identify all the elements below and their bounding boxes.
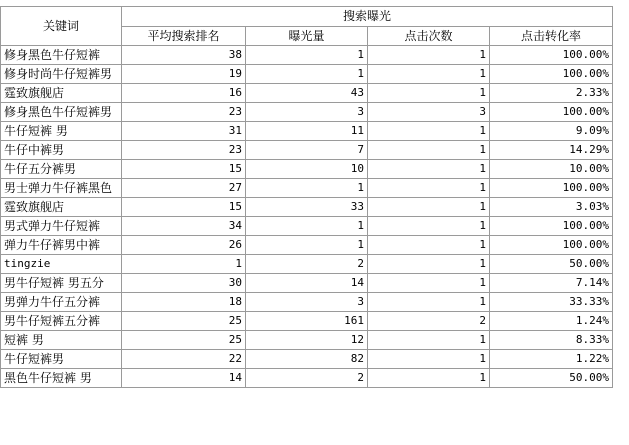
ctr-cell[interactable]: 50.00% <box>490 369 613 388</box>
exposure-cell[interactable]: 43 <box>246 84 368 103</box>
table-row <box>1 236 613 255</box>
keyword-cell[interactable]: 男牛仔短裤 男五分 <box>1 274 122 293</box>
exposure-cell[interactable]: 1 <box>246 236 368 255</box>
table-row <box>1 312 613 331</box>
keyword-cell[interactable]: 男弹力牛仔五分裤 <box>1 293 122 312</box>
clicks-cell[interactable]: 1 <box>368 84 490 103</box>
avg-rank-cell[interactable]: 30 <box>122 274 246 293</box>
table-row <box>1 369 613 388</box>
avg-rank-cell[interactable]: 15 <box>122 160 246 179</box>
clicks-cell[interactable]: 1 <box>368 46 490 65</box>
keyword-cell[interactable]: 霆致旗舰店 <box>1 198 122 217</box>
avg-rank-cell[interactable]: 27 <box>122 179 246 198</box>
search-exposure-table <box>0 6 613 388</box>
exposure-cell[interactable]: 1 <box>246 179 368 198</box>
ctr-cell[interactable]: 3.03% <box>490 198 613 217</box>
table-row <box>1 103 613 122</box>
header-ctr[interactable]: 点击转化率 <box>490 26 613 46</box>
ctr-cell[interactable]: 1.22% <box>490 350 613 369</box>
ctr-cell[interactable]: 50.00% <box>490 255 613 274</box>
avg-rank-cell[interactable]: 25 <box>122 331 246 350</box>
header-search-exposure[interactable]: 搜索曝光 <box>122 7 613 27</box>
clicks-cell[interactable]: 1 <box>368 236 490 255</box>
table-row <box>1 217 613 236</box>
clicks-cell[interactable]: 1 <box>368 369 490 388</box>
header-avg-rank[interactable]: 平均搜索排名 <box>122 26 246 46</box>
clicks-cell[interactable]: 1 <box>368 350 490 369</box>
ctr-cell[interactable]: 100.00% <box>490 179 613 198</box>
exposure-cell[interactable]: 2 <box>246 369 368 388</box>
header-clicks[interactable]: 点击次数 <box>368 26 490 46</box>
ctr-cell[interactable]: 100.00% <box>490 46 613 65</box>
clicks-cell[interactable]: 3 <box>368 103 490 122</box>
ctr-cell[interactable]: 33.33% <box>490 293 613 312</box>
avg-rank-cell[interactable]: 23 <box>122 103 246 122</box>
clicks-cell[interactable]: 2 <box>368 312 490 331</box>
table-row <box>1 293 613 312</box>
exposure-cell[interactable]: 7 <box>246 141 368 160</box>
clicks-cell[interactable]: 1 <box>368 255 490 274</box>
ctr-cell[interactable]: 100.00% <box>490 103 613 122</box>
avg-rank-cell[interactable]: 19 <box>122 65 246 84</box>
avg-rank-cell[interactable]: 38 <box>122 46 246 65</box>
table-row <box>1 46 613 65</box>
clicks-cell[interactable]: 1 <box>368 122 490 141</box>
avg-rank-cell[interactable]: 26 <box>122 236 246 255</box>
keyword-cell[interactable]: 牛仔五分裤男 <box>1 160 122 179</box>
keyword-cell[interactable]: 霆致旗舰店 <box>1 84 122 103</box>
exposure-cell[interactable]: 1 <box>246 217 368 236</box>
exposure-cell[interactable]: 1 <box>246 46 368 65</box>
avg-rank-cell[interactable]: 16 <box>122 84 246 103</box>
exposure-cell[interactable]: 2 <box>246 255 368 274</box>
keyword-cell[interactable]: 修身时尚牛仔短裤男 <box>1 65 122 84</box>
ctr-cell[interactable]: 14.29% <box>490 141 613 160</box>
exposure-cell[interactable]: 3 <box>246 293 368 312</box>
avg-rank-cell[interactable]: 25 <box>122 312 246 331</box>
table-row <box>1 350 613 369</box>
exposure-cell[interactable]: 12 <box>246 331 368 350</box>
clicks-cell[interactable]: 1 <box>368 198 490 217</box>
exposure-cell[interactable]: 82 <box>246 350 368 369</box>
keyword-cell[interactable]: 牛仔中裤男 <box>1 141 122 160</box>
table-row <box>1 84 613 103</box>
ctr-cell[interactable]: 100.00% <box>490 65 613 84</box>
keyword-cell[interactable]: tingzie <box>1 255 122 274</box>
exposure-cell[interactable]: 14 <box>246 274 368 293</box>
clicks-cell[interactable]: 1 <box>368 217 490 236</box>
header-exposure[interactable]: 曝光量 <box>246 26 368 46</box>
ctr-cell[interactable]: 100.00% <box>490 217 613 236</box>
keyword-cell[interactable]: 短裤 男 <box>1 331 122 350</box>
ctr-cell[interactable]: 100.00% <box>490 236 613 255</box>
avg-rank-cell[interactable]: 22 <box>122 350 246 369</box>
clicks-cell[interactable]: 1 <box>368 331 490 350</box>
header-row-top <box>1 7 613 27</box>
keyword-cell[interactable]: 修身黑色牛仔短裤男 <box>1 103 122 122</box>
avg-rank-cell[interactable]: 15 <box>122 198 246 217</box>
exposure-cell[interactable]: 33 <box>246 198 368 217</box>
table-row <box>1 331 613 350</box>
table-row <box>1 65 613 84</box>
keyword-cell[interactable]: 牛仔短裤 男 <box>1 122 122 141</box>
clicks-cell[interactable]: 1 <box>368 65 490 84</box>
keyword-cell[interactable]: 牛仔短裤男 <box>1 350 122 369</box>
avg-rank-cell[interactable]: 23 <box>122 141 246 160</box>
keyword-cell[interactable]: 男牛仔短裤五分裤 <box>1 312 122 331</box>
ctr-cell[interactable]: 8.33% <box>490 331 613 350</box>
keyword-cell[interactable]: 弹力牛仔裤男中裤 <box>1 236 122 255</box>
avg-rank-cell[interactable]: 18 <box>122 293 246 312</box>
keyword-cell[interactable]: 男式弹力牛仔短裤 <box>1 217 122 236</box>
clicks-cell[interactable]: 1 <box>368 160 490 179</box>
avg-rank-cell[interactable]: 14 <box>122 369 246 388</box>
ctr-cell[interactable]: 7.14% <box>490 274 613 293</box>
exposure-cell[interactable]: 3 <box>246 103 368 122</box>
keyword-cell[interactable]: 修身黑色牛仔短裤 <box>1 46 122 65</box>
exposure-cell[interactable]: 10 <box>246 160 368 179</box>
exposure-cell[interactable]: 161 <box>246 312 368 331</box>
clicks-cell[interactable]: 1 <box>368 293 490 312</box>
ctr-cell[interactable]: 2.33% <box>490 84 613 103</box>
ctr-cell[interactable]: 10.00% <box>490 160 613 179</box>
avg-rank-cell[interactable]: 31 <box>122 122 246 141</box>
table-row <box>1 274 613 293</box>
keyword-cell[interactable]: 黑色牛仔短裤 男 <box>1 369 122 388</box>
table-row <box>1 255 613 274</box>
avg-rank-cell[interactable]: 1 <box>122 255 246 274</box>
exposure-cell[interactable]: 11 <box>246 122 368 141</box>
clicks-cell[interactable]: 1 <box>368 179 490 198</box>
table-row <box>1 160 613 179</box>
table-row <box>1 141 613 160</box>
table-row <box>1 198 613 217</box>
ctr-cell[interactable]: 9.09% <box>490 122 613 141</box>
clicks-cell[interactable]: 1 <box>368 274 490 293</box>
clicks-cell[interactable]: 1 <box>368 141 490 160</box>
header-keyword[interactable]: 关键词 <box>1 7 122 46</box>
exposure-cell[interactable]: 1 <box>246 65 368 84</box>
table-row <box>1 179 613 198</box>
ctr-cell[interactable]: 1.24% <box>490 312 613 331</box>
table-row <box>1 122 613 141</box>
keyword-cell[interactable]: 男士弹力牛仔裤黑色 <box>1 179 122 198</box>
avg-rank-cell[interactable]: 34 <box>122 217 246 236</box>
